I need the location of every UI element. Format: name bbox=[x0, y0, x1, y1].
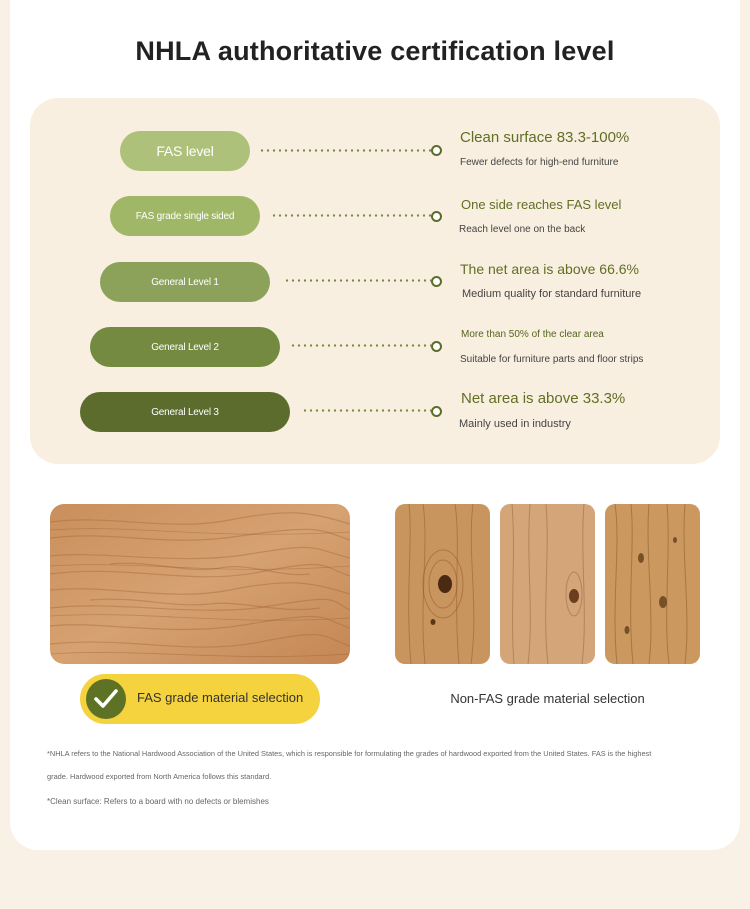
level-desc: Fewer defects for high-end furniture bbox=[460, 157, 619, 168]
fas-selection-label: FAS grade material selection bbox=[137, 690, 304, 705]
connector-dots bbox=[302, 409, 431, 412]
footnote-nhla: *NHLA refers to the National Hardwood Association of the United States, which is responsible for formulating the grades of hardwood exported from the United States. FAS is the highest bbox=[47, 749, 652, 758]
non-fas-wood-image-3 bbox=[605, 504, 700, 664]
wood-knot bbox=[438, 575, 452, 593]
connector-node bbox=[431, 145, 442, 156]
level-name: General Level 1 bbox=[151, 276, 219, 288]
connector-node bbox=[431, 341, 442, 352]
level-desc: Medium quality for standard furniture bbox=[462, 288, 642, 300]
connector-dots bbox=[259, 149, 431, 152]
level-title: Net area is above 33.3% bbox=[461, 390, 626, 407]
level-pill-general-1 bbox=[100, 262, 270, 302]
level-name: FAS grade single sided bbox=[135, 210, 235, 222]
level-title: One side reaches FAS level bbox=[461, 197, 622, 212]
level-title: Clean surface 83.3-100% bbox=[460, 129, 630, 146]
level-pill-fas-single bbox=[110, 196, 260, 236]
level-pill-fas bbox=[120, 131, 250, 171]
connector-node bbox=[431, 276, 442, 287]
level-name: General Level 3 bbox=[151, 406, 219, 418]
level-pill-general-3 bbox=[80, 392, 290, 432]
connector-node bbox=[431, 211, 442, 222]
footnote-nhla-cont: grade. Hardwood exported from North America follows this standard. bbox=[47, 772, 272, 781]
connector-dots bbox=[290, 344, 431, 347]
level-desc: Suitable for furniture parts and floor strips bbox=[460, 354, 644, 365]
footnote-clean-surface: *Clean surface: Refers to a board with no defects or blemishes bbox=[47, 797, 269, 806]
level-title: The net area is above 66.6% bbox=[460, 261, 640, 277]
level-desc: Reach level one on the back bbox=[459, 224, 586, 235]
fas-selection-badge bbox=[80, 674, 320, 724]
level-name: FAS level bbox=[156, 143, 214, 159]
non-fas-selection-label: Non-FAS grade material selection bbox=[450, 691, 645, 706]
connector-dots bbox=[284, 279, 431, 282]
fas-wood-image bbox=[50, 504, 350, 664]
level-name: General Level 2 bbox=[151, 341, 219, 353]
connector-node bbox=[431, 406, 442, 417]
level-title: More than 50% of the clear area bbox=[461, 329, 604, 340]
checkmark-icon bbox=[86, 679, 126, 719]
level-desc: Mainly used in industry bbox=[459, 418, 571, 430]
non-fas-wood-image-1 bbox=[395, 504, 490, 664]
connector-dots bbox=[271, 214, 431, 217]
page-title: NHLA authoritative certification level bbox=[135, 36, 615, 66]
non-fas-wood-image-2 bbox=[500, 504, 595, 664]
level-pill-general-2 bbox=[90, 327, 280, 367]
